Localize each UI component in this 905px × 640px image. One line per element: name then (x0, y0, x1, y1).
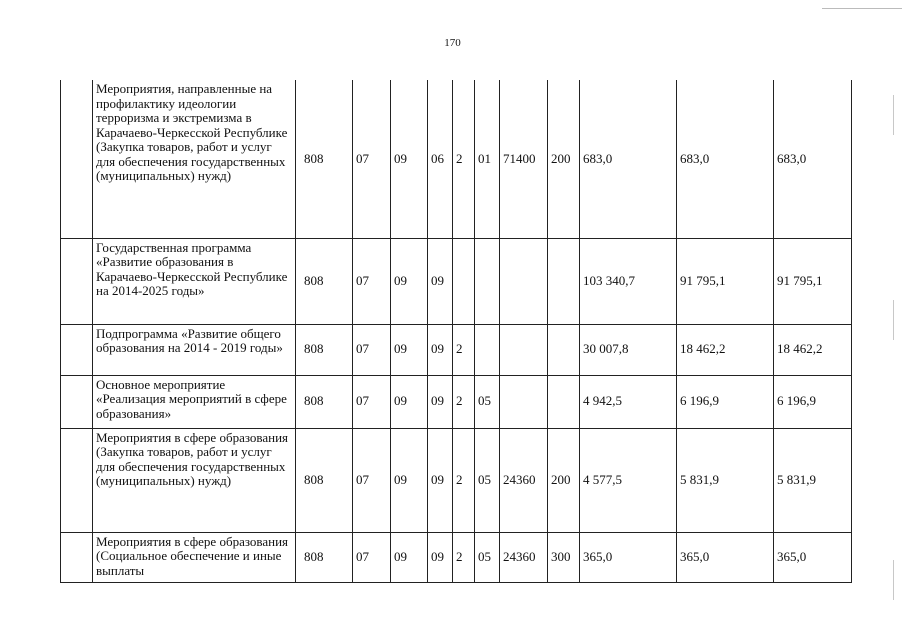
amount-2025-cell: 365,0 (677, 532, 774, 582)
section-code-cell: 07 (353, 324, 391, 375)
direction-code-cell: 24360 (500, 428, 548, 532)
section-code-cell: 07 (353, 428, 391, 532)
row-number-cell (61, 428, 93, 532)
program-code-cell: 09 (428, 375, 453, 428)
main-event-code-cell (475, 324, 500, 375)
main-event-code-cell: 05 (475, 428, 500, 532)
table-row (61, 80, 852, 238)
row-number-cell (61, 238, 93, 324)
expense-type-code-cell (548, 238, 580, 324)
item-name-cell: Мероприятия в сфере образования (Закупка товаров, работ и услуг для обеспечения государственных (муниципальных) нужд) (93, 428, 296, 532)
row-number-cell (61, 80, 93, 238)
amount-2024-cell: 4 577,5 (580, 428, 677, 532)
row-number-cell (61, 375, 93, 428)
expense-type-code-cell: 200 (548, 428, 580, 532)
amount-2024-cell: 103 340,7 (580, 238, 677, 324)
row-number-cell (61, 532, 93, 582)
amount-2026-cell: 6 196,9 (774, 375, 852, 428)
amount-2026-cell: 365,0 (774, 532, 852, 582)
item-name-cell: Основное мероприятие «Реализация мероприятий в сфере образования» (93, 375, 296, 428)
scan-edge-mark (893, 300, 894, 340)
section-code-cell: 07 (353, 80, 391, 238)
ministry-code-cell: 808 (296, 375, 353, 428)
section-code-cell: 07 (353, 375, 391, 428)
amount-2026-cell: 18 462,2 (774, 324, 852, 375)
program-code-cell: 09 (428, 324, 453, 375)
main-event-code-cell (475, 238, 500, 324)
section-code-cell: 07 (353, 238, 391, 324)
amount-2025-cell: 18 462,2 (677, 324, 774, 375)
subsection-code-cell: 09 (391, 238, 428, 324)
program-code-cell: 09 (428, 532, 453, 582)
table-row (61, 375, 852, 428)
item-name-cell: Подпрограмма «Развитие общего образования на 2014 - 2019 годы» (93, 324, 296, 375)
table-row (61, 324, 852, 375)
row-number-cell (61, 324, 93, 375)
program-code-cell: 09 (428, 238, 453, 324)
item-name-cell: Государственная программа «Развитие образования в Карачаево-Черкесской Республике на 2014-2025 годы» (93, 238, 296, 324)
table-row (61, 238, 852, 324)
amount-2024-cell: 30 007,8 (580, 324, 677, 375)
subprogram-code-cell: 2 (453, 532, 475, 582)
subprogram-code-cell: 2 (453, 80, 475, 238)
amount-2024-cell: 365,0 (580, 532, 677, 582)
section-code-cell: 07 (353, 532, 391, 582)
expense-type-code-cell: 200 (548, 80, 580, 238)
direction-code-cell (500, 324, 548, 375)
ministry-code-cell: 808 (296, 532, 353, 582)
amount-2026-cell: 91 795,1 (774, 238, 852, 324)
amount-2025-cell: 6 196,9 (677, 375, 774, 428)
expense-type-code-cell (548, 375, 580, 428)
scan-edge-mark (893, 560, 894, 600)
subsection-code-cell: 09 (391, 532, 428, 582)
scan-top-rule (822, 8, 902, 9)
direction-code-cell (500, 375, 548, 428)
ministry-code-cell: 808 (296, 324, 353, 375)
direction-code-cell: 71400 (500, 80, 548, 238)
ministry-code-cell: 808 (296, 238, 353, 324)
program-code-cell: 09 (428, 428, 453, 532)
page-number: 170 (444, 37, 461, 49)
subsection-code-cell: 09 (391, 375, 428, 428)
main-event-code-cell: 05 (475, 532, 500, 582)
ministry-code-cell: 808 (296, 80, 353, 238)
table-row (61, 428, 852, 532)
amount-2024-cell: 4 942,5 (580, 375, 677, 428)
expense-type-code-cell (548, 324, 580, 375)
amount-2025-cell: 5 831,9 (677, 428, 774, 532)
main-event-code-cell: 05 (475, 375, 500, 428)
subprogram-code-cell: 2 (453, 428, 475, 532)
subsection-code-cell: 09 (391, 80, 428, 238)
item-name-cell: Мероприятия в сфере образования (Социальное обеспечение и иные выплаты (93, 532, 296, 582)
direction-code-cell: 24360 (500, 532, 548, 582)
expense-type-code-cell: 300 (548, 532, 580, 582)
scan-edge-mark (893, 95, 894, 135)
amount-2026-cell: 683,0 (774, 80, 852, 238)
subprogram-code-cell: 2 (453, 324, 475, 375)
table-row (61, 532, 852, 582)
subprogram-code-cell (453, 238, 475, 324)
subsection-code-cell: 09 (391, 428, 428, 532)
amount-2025-cell: 683,0 (677, 80, 774, 238)
subprogram-code-cell: 2 (453, 375, 475, 428)
program-code-cell: 06 (428, 80, 453, 238)
budget-table (60, 80, 852, 583)
amount-2025-cell: 91 795,1 (677, 238, 774, 324)
main-event-code-cell: 01 (475, 80, 500, 238)
item-name-cell: Мероприятия, направленные на профилактику идеологии терроризма и экстремизма в Карачаево-Черкесской Республике (Закупка товаров, работ и услуг для обеспечения государственных (муниципальных) нужд) (93, 80, 296, 238)
direction-code-cell (500, 238, 548, 324)
amount-2024-cell: 683,0 (580, 80, 677, 238)
amount-2026-cell: 5 831,9 (774, 428, 852, 532)
ministry-code-cell: 808 (296, 428, 353, 532)
subsection-code-cell: 09 (391, 324, 428, 375)
